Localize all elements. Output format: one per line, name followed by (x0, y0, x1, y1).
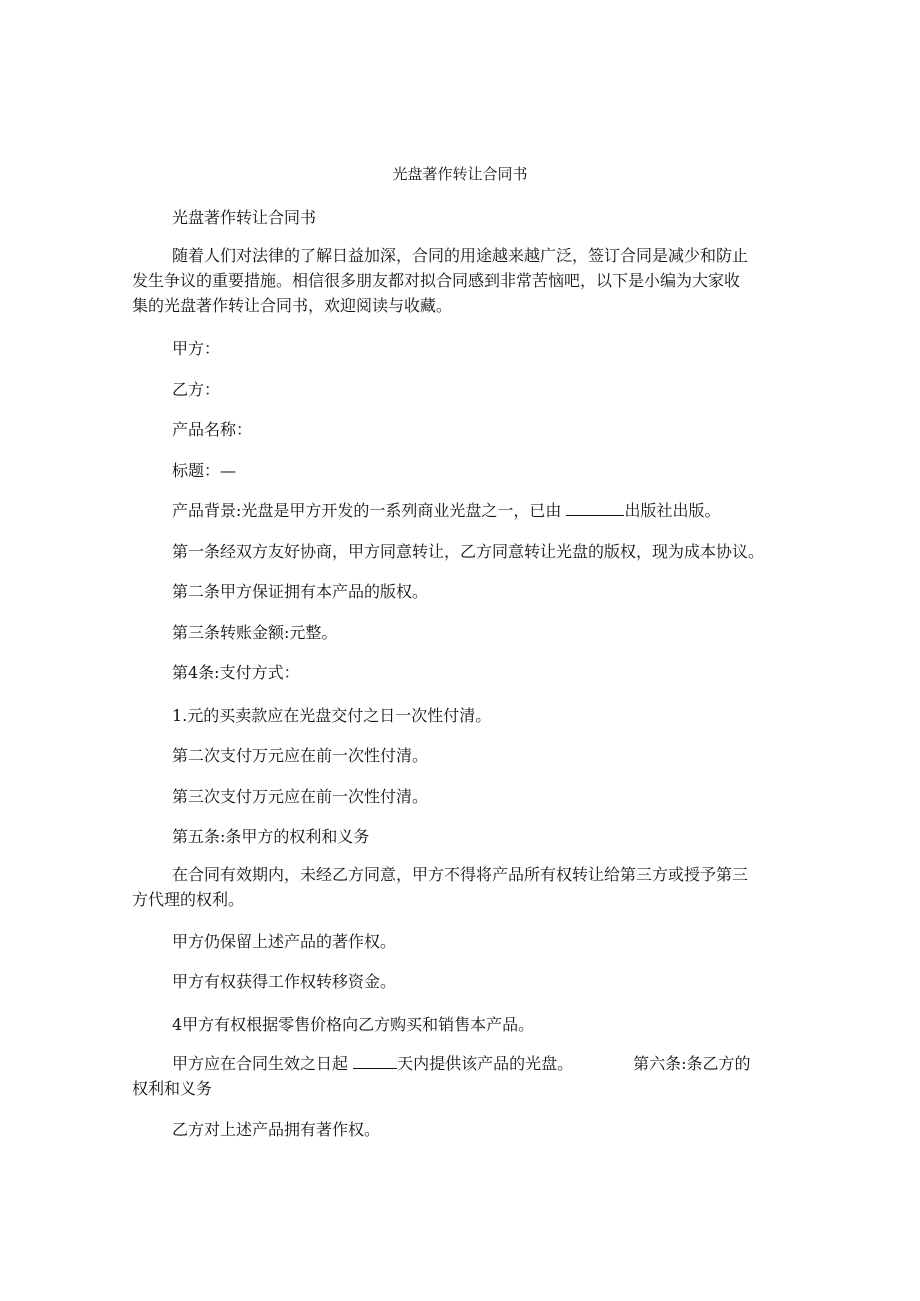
article-5-paragraph-1-line-2: 方代理的权利。 (132, 890, 245, 909)
article-5-paragraph-1 (132, 862, 794, 912)
article-6-heading-part-2: 权利和义务 (132, 1079, 213, 1098)
article-2: 第二条甲方保证拥有本产品的版权。 (172, 582, 429, 601)
party-a-label: 甲方： (172, 339, 221, 358)
article-5: 第五条:条甲方的权利和义务 (172, 827, 370, 846)
days-blank (353, 1052, 397, 1069)
article-5-paragraph-4: 4甲方有权根据零售价格向乙方购买和销售本产品。 (172, 1015, 535, 1034)
heading-title-label: 标题：— (172, 461, 237, 480)
article-6-paragraph-1: 乙方对上述产品拥有著作权。 (172, 1120, 381, 1139)
intro-line-2: 发生争议的重要措施。相信很多朋友都对拟合同感到非常苦恼吧，以下是小编为大家收 (132, 271, 741, 290)
delivery-suffix: 天内提供该产品的光盘。 (397, 1054, 574, 1073)
product-name-label: 产品名称： (172, 420, 253, 439)
intro-line-1: 随着人们对法律的了解日益加深，合同的用途越来越广泛，签订合同是减少和防止 (172, 246, 749, 265)
delivery-prefix: 甲方应在合同生效之日起 (172, 1054, 354, 1073)
article-6-heading-part-1: 第六条:条乙方的 (633, 1054, 751, 1073)
article-5-paragraph-5-line-1 (132, 1051, 794, 1076)
payment-1: 1.元的买卖款应在光盘交付之日一次性付清。 (172, 706, 492, 725)
publisher-blank (566, 499, 624, 516)
article-5-paragraph-5 (132, 1051, 794, 1101)
payment-3: 第三次支付万元应在前一次性付清。 (172, 787, 429, 806)
article-5-paragraph-2: 甲方仍保留上述产品的著作权。 (172, 932, 397, 951)
party-b-label: 乙方： (172, 380, 221, 399)
article-1: 第一条经双方友好协商，甲方同意转让，乙方同意转让光盘的版权，现为成本协议。 (172, 542, 765, 561)
document-title: 光盘著作转让合同书 (392, 165, 528, 183)
document-subtitle: 光盘著作转让合同书 (172, 208, 317, 227)
article-4: 第4条:支付方式： (172, 663, 300, 682)
payment-2: 第二次支付万元应在前一次性付清。 (172, 746, 429, 765)
intro-line-3: 集的光盘著作转让合同书，欢迎阅读与收藏。 (132, 296, 453, 315)
product-background-prefix: 产品背景:光盘是甲方开发的一系列商业光盘之一，已由 (172, 501, 567, 520)
article-5-paragraph-3: 甲方有权获得工作权转移资金。 (172, 972, 397, 991)
article-5-paragraph-1-line-1: 在合同有效期内，未经乙方同意，甲方不得将产品所有权转让给第三方或授予第三 (172, 865, 749, 884)
product-background-suffix: 出版社出版。 (624, 501, 721, 520)
product-background (132, 498, 834, 523)
article-3: 第三条转账金额:元整。 (172, 623, 338, 642)
intro-paragraph (132, 243, 794, 318)
